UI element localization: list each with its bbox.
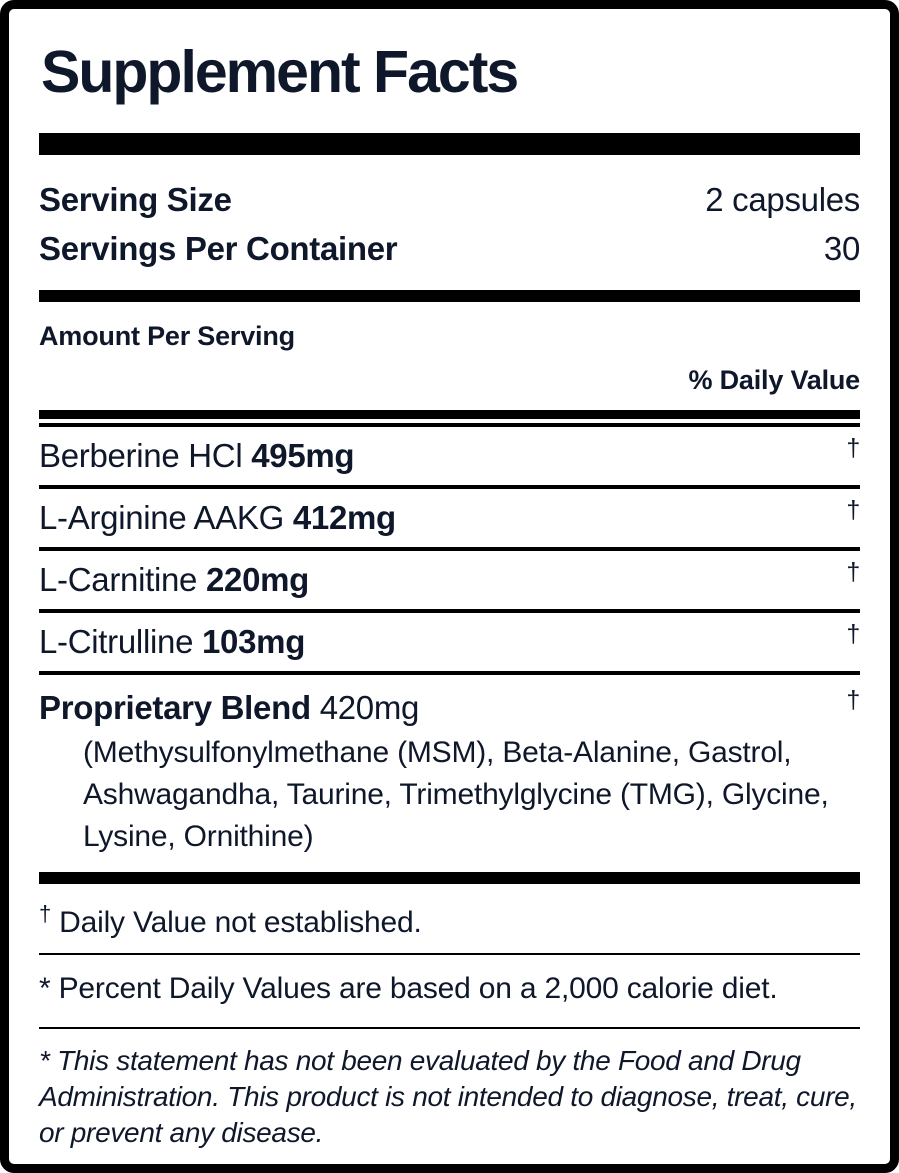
daily-value-dagger: † [846,433,860,462]
double-rule-divider [39,410,860,427]
serving-size-label: Serving Size [39,181,232,219]
daily-value-dagger: † [846,619,860,648]
servings-per-container-value: 30 [823,230,860,268]
header-divider-bar [39,133,860,155]
blend-amount: 420mg [319,688,420,726]
footnote-asterisk-symbol: * [39,971,51,1005]
fda-disclaimer: * This statement has not been evaluated by the Food and Drug Administration. This product is not intended to diagnose, treat, cure, or prevent any disease. [39,1044,857,1148]
ingredient-name: L-Arginine AAKG [39,498,293,536]
ingredient-row-berberine [39,427,860,489]
ingredient-row-carnitine [39,551,860,613]
ingredient-row-arginine [39,489,860,551]
ingredient-row-citrulline [39,613,860,675]
ingredient-amount: 220mg [205,560,310,598]
servings-per-container-label: Servings Per Container [39,230,398,268]
footnote-section-divider-bar [39,872,860,884]
footnote-asterisk-text: Percent Daily Values are based on a 2,000 calorie diet. [50,971,778,1005]
servings-per-container-row [39,224,860,273]
daily-value-dagger: † [846,685,860,714]
ingredient-amount: 495mg [251,436,355,474]
serving-size-row [39,175,860,224]
ingredient-text [39,559,309,601]
ingredient-name: L-Carnitine [39,560,206,598]
amount-per-serving-header: Amount Per Serving [39,321,295,352]
daily-value-dagger: † [846,495,860,524]
footnote-daily-value [39,884,860,955]
blend-text [39,687,419,729]
ingredient-amount: 103mg [202,622,306,660]
ingredient-name: L-Citrulline [39,622,202,660]
blend-name: Proprietary Blend [39,688,320,726]
footnote-percent-daily-values [39,955,860,1029]
percent-daily-value-header: % Daily Value [688,364,860,395]
proprietary-blend-header [39,687,860,729]
serving-info-section [39,175,860,273]
ingredient-name: Berberine HCl [39,436,252,474]
serving-section-divider-bar [39,290,860,302]
footnote-dagger-text: Daily Value not established. [51,905,422,939]
panel-title: Supplement Facts [41,39,518,105]
ingredient-text [39,497,396,539]
ingredient-text [39,435,354,477]
ingredient-text [39,621,305,663]
ingredient-amount: 412mg [292,498,396,536]
footnote-dagger-symbol: † [39,900,52,926]
proprietary-blend-row [39,675,860,872]
daily-value-dagger: † [846,557,860,586]
serving-size-value: 2 capsules [705,181,860,219]
blend-components-list: (Methysulfonylmethane (MSM), Beta-Alanine, Gastrol, Ashwagandha, Taurine, Trimethylglycine (TMG), Glycine, Lysine, Ornithine) [83,735,829,853]
double-rule-thick-line [39,410,860,419]
